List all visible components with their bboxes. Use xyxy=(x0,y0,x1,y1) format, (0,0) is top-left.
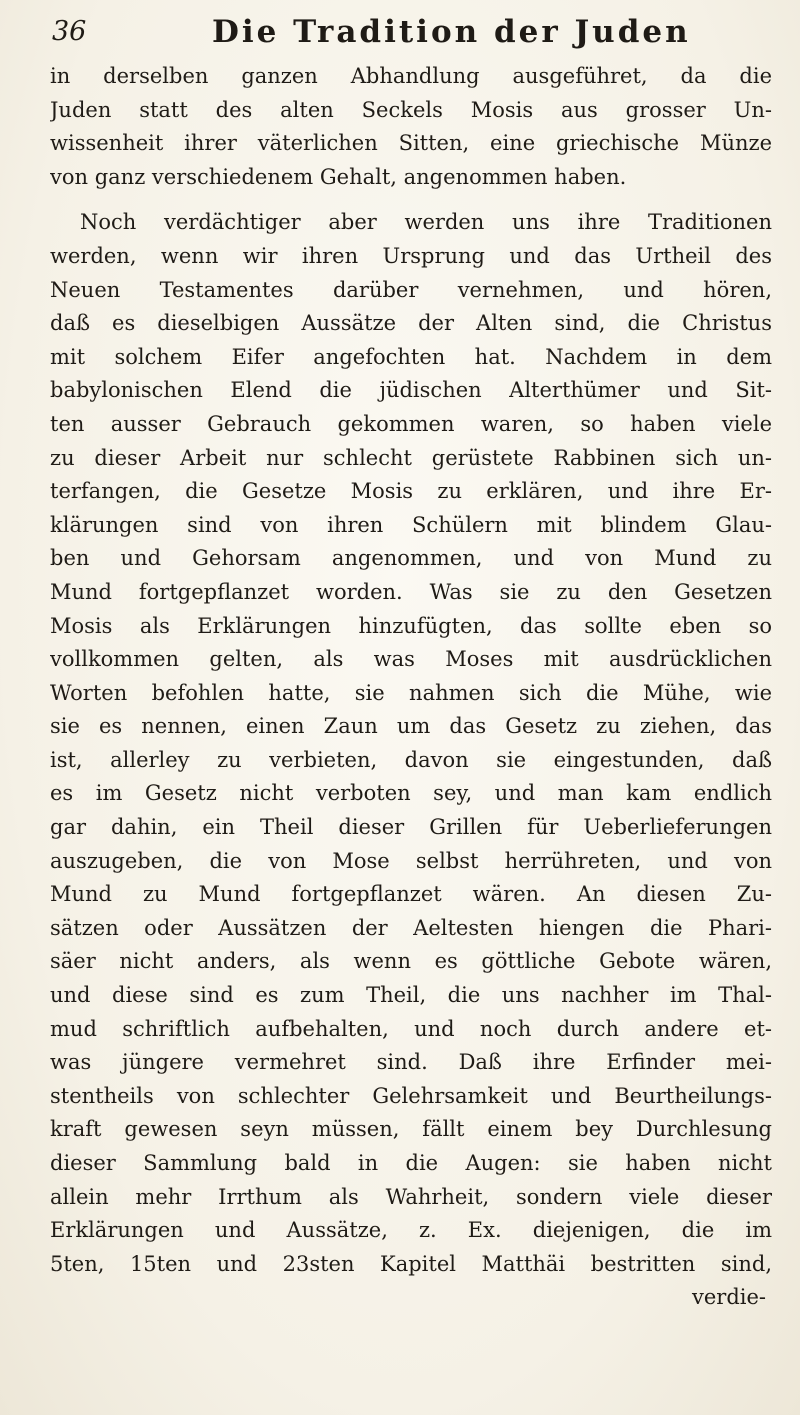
text-line: zu dieser Arbeit nur schlecht gerüstete Rabbinen sich un- xyxy=(50,445,772,470)
text-line: von ganz verschiedenem Gehalt, angenommen haben. xyxy=(50,164,627,189)
text-line: es im Gesetz nicht verboten sey, und man kam endlich xyxy=(50,781,772,806)
text-line: ben und Gehorsam angenommen, und von Mund zu xyxy=(50,546,772,571)
text-line: und diese sind es zum Theil, die uns nachher im Thal- xyxy=(50,983,772,1008)
text-line: Mund fortgepflanzet worden. Was sie zu den Gesetzen xyxy=(50,579,772,604)
text-line: Noch verdächtiger aber werden uns ihre Traditionen xyxy=(80,210,772,235)
text-line: in derselben ganzen Abhandlung ausgeführet, da die xyxy=(50,64,772,88)
paragraph-2 xyxy=(50,206,772,1281)
text-line: daß es dieselbigen Aussätze der Alten sind, die Christus xyxy=(50,311,772,336)
body-text xyxy=(50,60,772,1315)
text-line: wissenheit ihrer väterlichen Sitten, eine griechische Münze xyxy=(50,131,772,156)
text-line: dieser Sammlung bald in die Augen: sie haben nicht xyxy=(50,1151,772,1175)
text-line: ist, allerley zu verbieten, davon sie eingestunden, daß xyxy=(50,747,772,772)
text-line: sätzen oder Aussätzen der Aeltesten hiengen die Phari- xyxy=(50,915,772,940)
text-line: terfangen, die Gesetze Mosis zu erklären, und ihre Er- xyxy=(50,479,772,504)
paragraph-1 xyxy=(50,60,772,194)
text-line: mit solchem Eifer angefochten hat. Nachdem in dem xyxy=(50,344,772,369)
text-line: werden, wenn wir ihren Ursprung und das Urtheil des xyxy=(50,243,772,268)
text-line: ten ausser Gebrauch gekommen waren, so haben viele xyxy=(50,411,772,436)
text-line: sie es nennen, einen Zaun um das Gesetz zu ziehen, das xyxy=(50,714,772,739)
text-line: allein mehr Irrthum als Wahrheit, sondern viele dieser xyxy=(50,1184,772,1209)
text-line: Mosis als Erklärungen hinzufügten, das sollte eben so xyxy=(50,613,772,638)
text-line: Mund zu Mund fortgepflanzet wären. An diesen Zu- xyxy=(50,882,772,907)
text-line: 5ten, 15ten und 23sten Kapitel Matthäi bestritten sind, xyxy=(50,1251,772,1276)
text-line: kraft gewesen seyn müssen, fällt einem bey Durchlesung xyxy=(50,1117,772,1142)
catchword: verdie- xyxy=(691,1285,766,1310)
text-line: was jüngere vermehret sind. Daß ihre Erfinder mei- xyxy=(50,1050,772,1075)
text-line: gar dahin, ein Theil dieser Grillen für Ueberlieferungen xyxy=(50,815,772,840)
text-line: stentheils von schlechter Gelehrsamkeit und Beurtheilungs- xyxy=(50,1083,772,1108)
text-line: Juden statt des alten Seckels Mosis aus grosser Un- xyxy=(50,97,772,122)
paragraph-gap xyxy=(50,194,772,206)
text-line: vollkommen gelten, als was Moses mit ausdrücklichen xyxy=(50,647,772,672)
text-line: auszugeben, die von Mose selbst herrühreten, und von xyxy=(50,848,772,873)
text-line: mud schriftlich aufbehalten, und noch durch andere et- xyxy=(50,1016,772,1041)
text-line: babylonischen Elend die jüdischen Alterthümer und Sit- xyxy=(50,378,772,403)
text-line: Worten befohlen hatte, sie nahmen sich die Mühe, wie xyxy=(50,680,772,705)
running-head: Die Tradition der Juden xyxy=(212,14,691,50)
text-line: Neuen Testamentes darüber vernehmen, und hören, xyxy=(50,277,772,302)
page-number: 36 xyxy=(52,16,87,47)
text-line: klärungen sind von ihren Schülern mit blindem Glau- xyxy=(50,512,772,537)
page-header xyxy=(52,14,760,54)
text-line: säer nicht anders, als wenn es göttliche Gebote wären, xyxy=(50,949,772,974)
text-line: Erklärungen und Aussätze, z. Ex. diejenigen, die im xyxy=(50,1218,772,1243)
